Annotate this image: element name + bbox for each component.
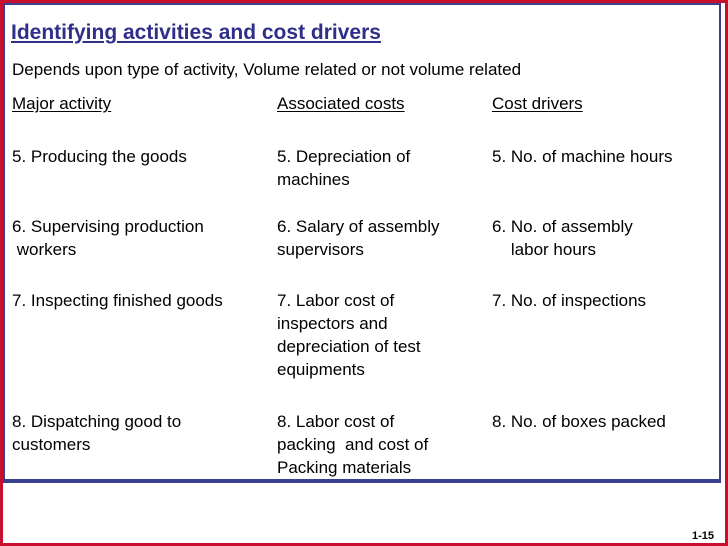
row-7-costs: 7. Labor cost of inspectors and depreciation of test equipments: [277, 291, 421, 379]
header-cost-drivers: Cost drivers: [492, 94, 583, 113]
row-8-costs: 8. Labor cost of packing and cost of Packing materials: [277, 412, 429, 477]
slide-title: Identifying activities and cost drivers: [11, 21, 381, 44]
row-7-activity: 7. Inspecting finished goods: [12, 291, 223, 310]
row-6-drivers: 6. No. of assembly labor hours: [492, 217, 633, 259]
row-6-costs: 6. Salary of assembly supervisors: [277, 217, 440, 259]
row-7-drivers: 7. No. of inspections: [492, 291, 647, 310]
row-5-costs: 5. Depreciation of machines: [277, 147, 411, 189]
row-6-activity: 6. Supervising production workers: [12, 217, 204, 259]
header-associated-costs: Associated costs: [277, 94, 405, 113]
row-8-drivers: 8. No. of boxes packed: [492, 412, 666, 431]
content-box: [3, 3, 721, 483]
row-5-activity: 5. Producing the goods: [12, 147, 187, 166]
row-5-drivers: 5. No. of machine hours: [492, 147, 673, 166]
header-major-activity: Major activity: [12, 94, 112, 113]
slide-subtitle: Depends upon type of activity, Volume related or not volume related: [12, 60, 522, 79]
page-number: 1-15: [691, 530, 714, 542]
row-8-activity: 8. Dispatching good to customers: [12, 412, 182, 454]
